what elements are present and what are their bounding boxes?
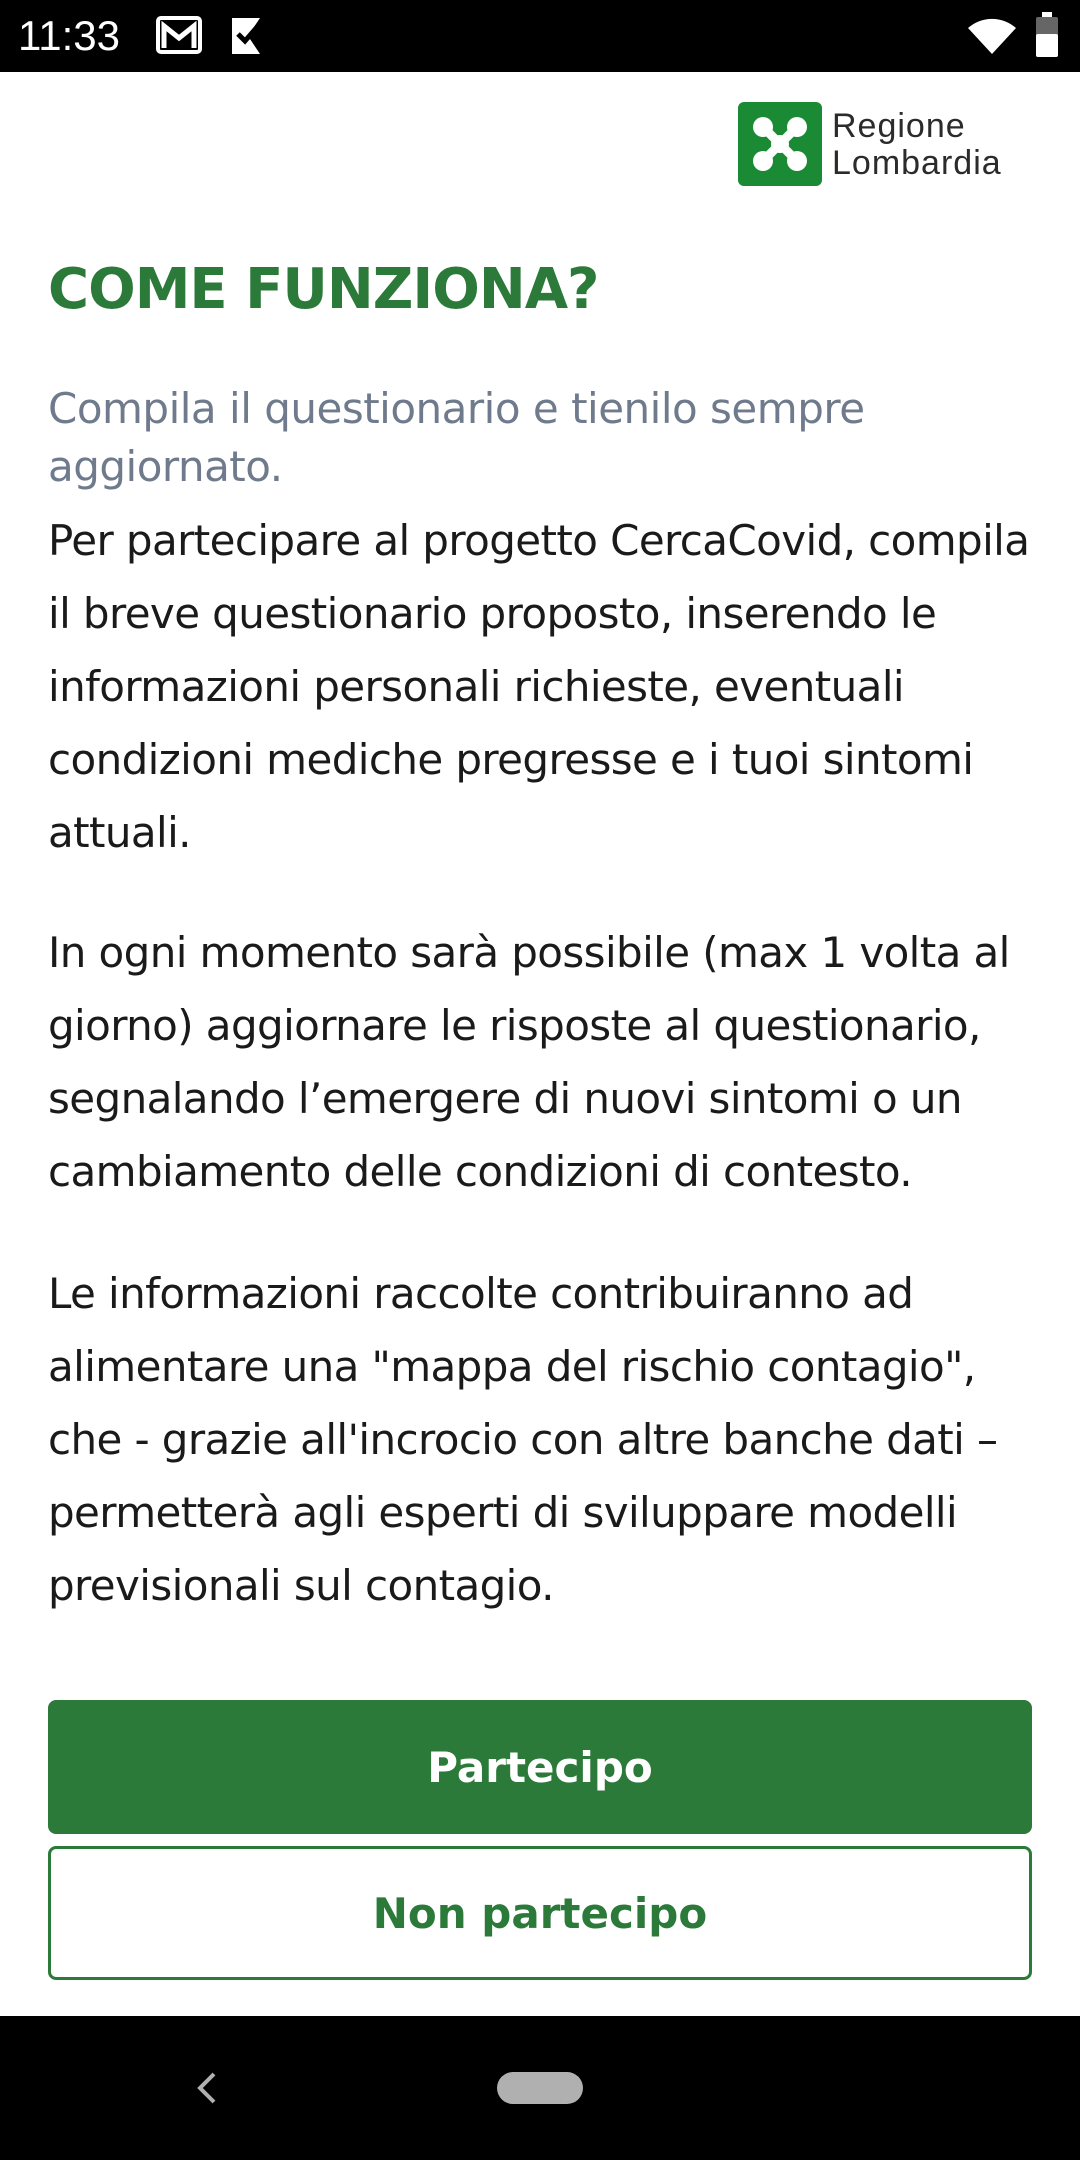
page-subtitle: Compila il questionario e tienilo sempre aggiornato. <box>48 384 865 491</box>
navigation-bar <box>0 2016 1080 2160</box>
logo-line-1: Regione <box>832 107 966 145</box>
status-bar <box>0 0 1080 72</box>
page-title: COME FUNZIONA? <box>48 257 599 322</box>
task-check-icon <box>226 14 266 60</box>
home-pill-icon[interactable] <box>497 2072 583 2104</box>
back-icon[interactable] <box>190 2066 226 2110</box>
logo-text <box>832 108 1002 182</box>
regione-lombardia-logo <box>738 102 1028 186</box>
logo-line-2: Lombardia <box>832 144 1002 182</box>
wifi-icon <box>966 18 1018 60</box>
battery-icon <box>1034 12 1060 62</box>
paragraph-risk-map: Le informazioni raccolte contribuiranno ad alimentare una "mappa del rischio contagio", che - grazie all'incrocio con altre banche dati – permetterà agli esperti di sviluppare modelli previsionali sul contagio. <box>48 1269 998 1610</box>
paragraph-participation: Per partecipare al progetto CercaCovid, compila il breve questionario proposto, inserendo le informazioni personali richieste, eventuali condizioni mediche pregresse e i tuoi sintomi attuali. <box>48 516 1030 857</box>
gmail-icon <box>156 16 202 58</box>
paragraph-updates: In ogni momento sarà possibile (max 1 volta al giorno) aggiornare le risposte al questionario, segnalando l’emergere di nuovi sintomi o un cambiamento delle condizioni di contesto. <box>48 928 1010 1196</box>
lombardia-rose-icon <box>738 102 822 186</box>
status-time: 11:33 <box>18 12 120 59</box>
participate-button[interactable]: Partecipo <box>48 1700 1032 1834</box>
decline-button[interactable]: Non partecipo <box>48 1846 1032 1980</box>
